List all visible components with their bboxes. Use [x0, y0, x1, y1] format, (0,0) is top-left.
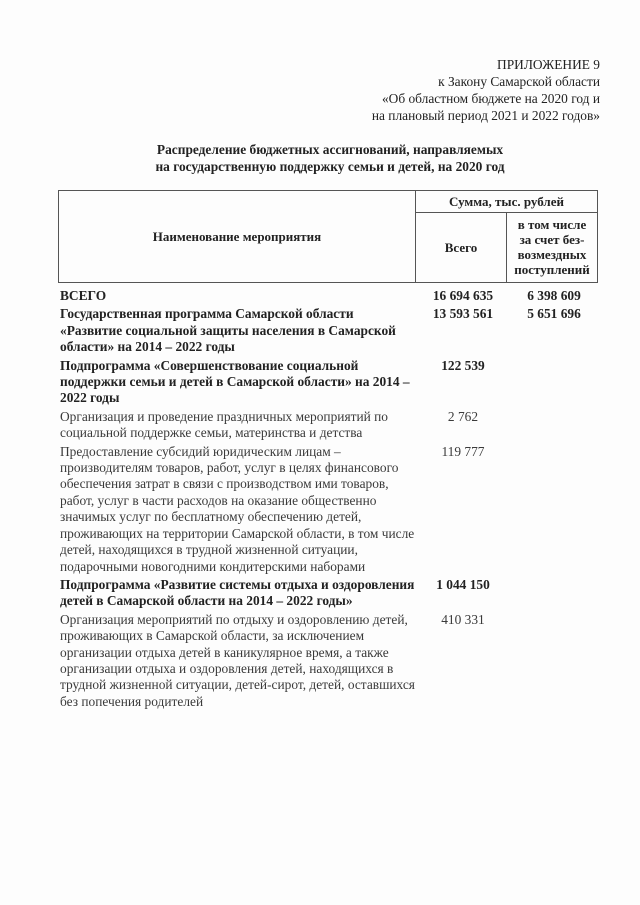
- row-total: 2 762: [447, 408, 479, 424]
- appendix-block: [372, 56, 600, 124]
- column-header-grants-line: за счет без-: [519, 232, 585, 247]
- document-title: [60, 141, 600, 175]
- row-total: 122 539: [441, 357, 485, 373]
- table-row-program: [60, 306, 600, 355]
- row-name: Организация мероприятий по отдыху и оздоровлению детей, проживающих в Самарской области, за исключением организации отдыха детей в каникулярное время, а также организации отдыха и оздоровления детей, находящихся в трудной жизненной ситуации, детей-сирот, детей, оставшихся без попечения родителей: [60, 611, 415, 709]
- table-row: [60, 612, 600, 710]
- table-row: [60, 444, 600, 575]
- table-row-subprogram: [60, 577, 600, 610]
- row-grants: [508, 577, 600, 610]
- table-body: [60, 288, 600, 712]
- appendix-law-ref: к Закону Самарской области: [438, 74, 600, 89]
- column-header-grants-line: в том числе: [517, 217, 587, 232]
- column-header-sum: Сумма, тыс. рублей: [416, 191, 597, 213]
- column-header-total: Всего: [416, 213, 507, 282]
- appendix-law-name-1: «Об областном бюджете на 2020 год и: [381, 91, 600, 106]
- row-total: 119 777: [441, 443, 485, 459]
- column-header-name: Наименование мероприятия: [59, 191, 416, 282]
- table-header: [58, 190, 598, 283]
- row-grants: [508, 444, 600, 575]
- row-name: Организация и проведение праздничных мероприятий по социальной поддержке семьи, материнства и детства: [60, 408, 388, 441]
- row-name: ВСЕГО: [60, 288, 107, 303]
- row-name: Подпрограмма «Развитие системы отдыха и оздоровления детей в Самарской области на 2014 – 2022 годы»: [60, 576, 415, 609]
- row-total: 13 593 561: [432, 306, 494, 322]
- table-row-total: [60, 288, 600, 304]
- document-title-line-1: Распределение бюджетных ассигнований, направляемых: [156, 142, 504, 157]
- appendix-title: ПРИЛОЖЕНИЕ 9: [497, 57, 600, 72]
- appendix-law-name-2: на плановый период 2021 и 2022 годов»: [371, 108, 600, 123]
- column-header-grants-line: возмездных: [517, 247, 587, 262]
- row-grants: [508, 409, 600, 442]
- row-total: 410 331: [441, 611, 485, 627]
- table-row-subprogram: [60, 358, 600, 407]
- row-grants: 5 651 696: [527, 306, 581, 322]
- row-grants: 6 398 609: [527, 288, 581, 303]
- row-total: 16 694 635: [432, 288, 494, 303]
- row-total: 1 044 150: [436, 576, 490, 592]
- row-name: Предоставление субсидий юридическим лицам – производителям товаров, работ, услуг в целях финансового обеспечения затрат в связи с производством ими товаров, работ, услуг в части расходов на оказание общественно значимых услуг по бесплатному обеспечению детей, проживающих на территории Самарской области, в том числе детей, находящихся в трудной жизненной ситуации, подарочными новогодними кондитерскими наборами: [60, 443, 415, 574]
- column-header-grants-line: поступлений: [514, 262, 590, 277]
- row-grants: [508, 358, 600, 407]
- row-grants: [508, 612, 600, 710]
- table-row: [60, 409, 600, 442]
- row-name: Подпрограмма «Совершенствование социальной поддержки семьи и детей в Самарской области» на 2014 – 2022 годы: [60, 357, 410, 406]
- document-title-line-2: на государственную поддержку семьи и детей, на 2020 год: [155, 159, 505, 174]
- column-header-grants: [507, 213, 597, 282]
- row-name: Государственная программа Самарской области «Развитие социальной защиты населения в Самарской области» на 2014 – 2022 годы: [60, 306, 396, 355]
